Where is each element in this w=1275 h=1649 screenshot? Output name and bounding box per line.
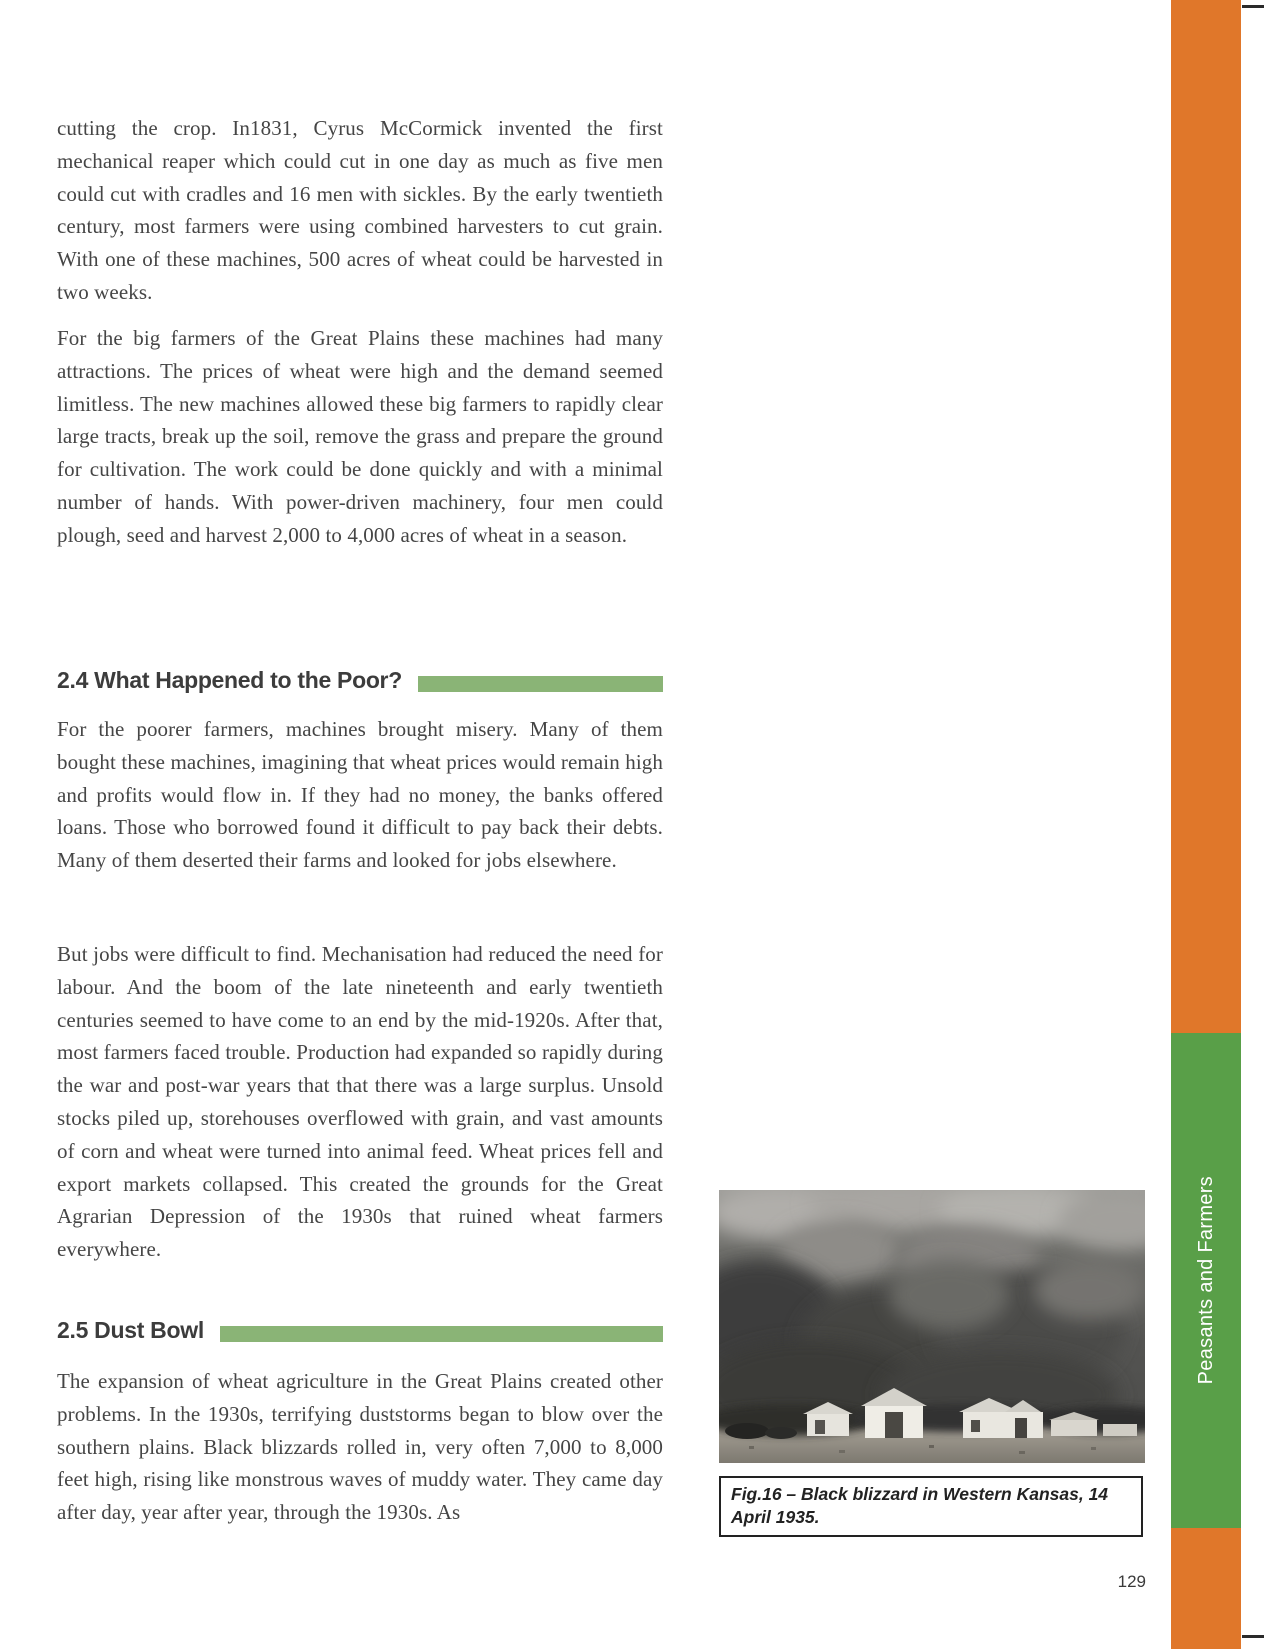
figure-caption: Fig.16 – Black blizzard in Western Kansas, 14 April 1935. [719, 1476, 1143, 1537]
paragraph-poorer-farmers: For the poorer farmers, machines brought misery. Many of them bought these machines, imagining that wheat prices would remain high and profits would flow in. If they had no money, the banks offered loans. Those who borrowed found it difficult to pay back their debts. Many of them deserted their farms and looked for jobs elsewhere. [57, 717, 663, 873]
dust-storm-illustration [719, 1190, 1145, 1463]
section-heading-2-4 [57, 658, 663, 694]
section-heading-2-5 [57, 1308, 663, 1344]
chapter-title-vertical: Peasants and Farmers [1194, 1176, 1217, 1385]
page-number: 129 [1117, 1572, 1146, 1591]
paragraph-mechanical-reaper: cutting the crop. In1831, Cyrus McCormick invented the first mechanical reaper which could cut in one day as much as five men could cut with cradles and 16 men with sickles. By the early twentieth century, most farmers were using combined harvesters to cut grain. With one of these machines, 500 acres of wheat could be harvested in two weeks. [57, 116, 663, 304]
paragraph-jobs-difficult: But jobs were difficult to find. Mechanisation had reduced the need for labour. And the boom of the late nineteenth and early twentieth centuries seemed to have come to an end by the mid-1920s. After that, most farmers faced trouble. Production had expanded so rapidly during the war and post-war years that that there was a large surplus. Unsold stocks piled up, storehouses overflowed with grain, and vast amounts of corn and wheat were turned into animal feed. Wheat prices fell and export markets collapsed. This created the grounds for the Great Agrarian Depression of the 1930s that ruined wheat farmers everywhere. [57, 942, 663, 1262]
paragraph-big-farmers: For the big farmers of the Great Plains these machines had many attractions. The prices of wheat were high and the demand seemed limitless. The new machines allowed these big farmers to rapidly clear large tracts, break up the soil, remove the grass and prepare the ground for cultivation. The work could be done quickly and with a minimal number of hands. With power-driven machinery, four men could plough, seed and harvest 2,000 to 4,000 acres of wheat in a season. [57, 326, 663, 547]
section-heading-2-4-label: 2.4 What Happened to the Poor? [57, 667, 402, 693]
registration-mark-top [1242, 5, 1264, 8]
paragraph-dust-bowl: The expansion of wheat agriculture in the Great Plains created other problems. In the 1930s, terrifying duststorms began to blow over the southern plains. Black blizzards rolled in, very often 7,000 to 8,000 feet high, rising like monstrous waves of muddy water. They came day after day, year after year, through the 1930s. As [57, 1369, 663, 1525]
sidebar-green-chapter-tab [1171, 1033, 1241, 1528]
section-heading-2-5-label: 2.5 Dust Bowl [57, 1317, 204, 1343]
registration-mark-bottom [1242, 1635, 1264, 1638]
sidebar-orange-top [1171, 0, 1241, 1033]
sidebar-orange-bottom [1171, 1528, 1241, 1649]
heading-rule-bar [220, 1326, 663, 1342]
heading-rule-bar [418, 676, 663, 692]
dust-storm-photo [719, 1190, 1145, 1463]
